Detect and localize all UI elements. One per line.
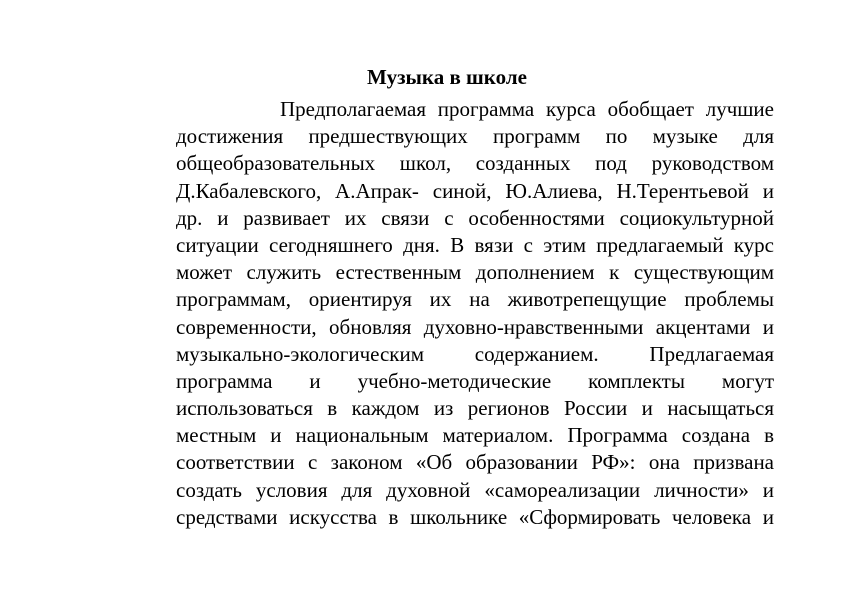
paragraph-line: Предполагаемая программа курса обобщает лучшие — [280, 97, 774, 121]
paragraph-line: ситуации сегодняшнего дня. В вязи с этим предлагаемый курс — [176, 232, 774, 257]
paragraph-line: программам, ориентируя их на животрепещущие проблемы — [176, 287, 774, 312]
paragraph-line: использоваться в каждом из регионов России и насыщаться — [176, 396, 774, 421]
paragraph-line: может служить естественным дополнением к существующим — [176, 260, 774, 285]
document-title: Музыка в школе — [367, 65, 527, 89]
body-paragraph — [176, 96, 774, 531]
paragraph-line: музыкально-экологическим содержанием. Предлагаемая — [176, 341, 774, 366]
paragraph-line: достижения предшествующих программ по музыке для — [176, 124, 774, 149]
paragraph-line: Д.Кабалевского, А.Апрак- синой, Ю.Алиева, Н.Терентьевой и — [176, 178, 774, 203]
paragraph-line: создать условия для духовной «самореализации личности» и — [176, 477, 774, 502]
paragraph-line: др. и развивает их связи с особенностями социокультурной — [176, 205, 774, 230]
paragraph-line: общеобразовательных школ, созданных под руководством — [176, 151, 774, 176]
paragraph-line: соответствии с законом «Об образовании РФ»: она призвана — [176, 450, 774, 475]
paragraph-line: программа и учебно-методические комплекты могут — [176, 368, 774, 393]
paragraph-line: современности, обновляя духовно-нравственными акцентами и — [176, 314, 774, 339]
paragraph-line: средствами искусства в школьнике «Сформировать человека и — [176, 504, 774, 529]
paragraph-line: местным и национальным материалом. Программа создана в — [176, 423, 774, 448]
